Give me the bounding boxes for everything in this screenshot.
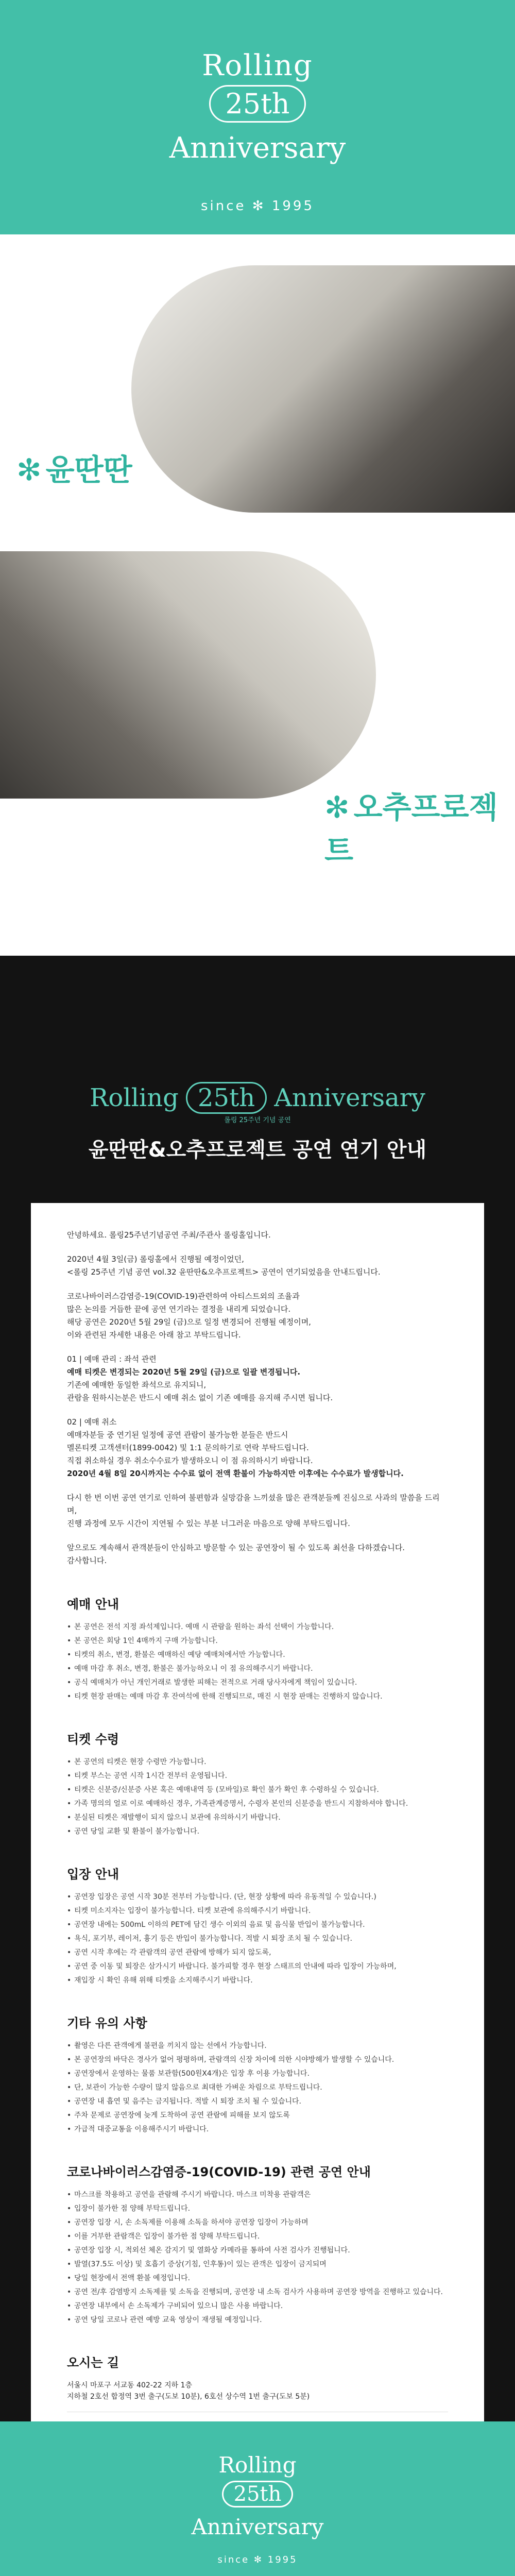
- intro-s1-head: 01 | 예매 관리 : 좌석 관련: [67, 1354, 157, 1364]
- list-item: • 공연 시작 후에는 각 관람객의 공연 관람에 방해가 되지 않도록,: [67, 1947, 448, 1958]
- list-item: • 티켓 부스는 공연 시작 1시간 전부터 운영됩니다.: [67, 1770, 448, 1782]
- section-title: 코로나바이러스감염증-19(COVID-19) 관련 공연 안내: [67, 2165, 371, 2179]
- notice-header: [0, 956, 515, 1203]
- list-item: • 공연장 내에는 500mL 이하의 PET에 담긴 생수 이외의 음료 및 음식물 반입이 불가능합니다.: [67, 1919, 448, 1930]
- section-title: 예매 안내: [67, 1597, 119, 1612]
- intro-p10: 앞으로도 계속해서 관객분들이 안심하고 방문할 수 있는 공연장이 될 수 있도록 최선을 다하겠습니다.: [67, 1543, 405, 1552]
- list-item: • 마스크를 착용하고 공연을 관람해 주시기 바랍니다. 마스크 미착용 관람객은: [67, 2189, 448, 2200]
- info-sections: [67, 1594, 448, 2326]
- list-item: • 티켓 현장 판매는 예매 마감 후 잔여석에 한해 진행되므로, 매진 시 현장 판매는 진행하지 않습니다.: [67, 1691, 448, 1702]
- notice-content: [31, 1203, 484, 2576]
- list-item: • 욕식, 포기부, 레이저, 흉기 등은 반입이 불가능합니다. 적발 시 퇴장 조치 될 수 있습니다.: [67, 1933, 448, 1944]
- list-item: • 본 공연의 티켓은 현장 수령만 가능합니다.: [67, 1756, 448, 1768]
- list-item: • 재입장 시 확인 유해 위해 티켓을 소지해주시기 바랍니다.: [67, 1975, 448, 1986]
- list-item: • 가족 명의의 얼로 이로 예매하신 경우, 가족관계증명서, 수령자 본인의 신분증을 반드시 지참하셔야 합니다.: [67, 1798, 448, 1809]
- notice-logo-right: Anniversary: [274, 1083, 425, 1112]
- list-item: • 티켓의 취소, 변경, 환불은 예매하신 예당 예매처에서만 가능합니다.: [67, 1649, 448, 1660]
- artist-name-2: [324, 783, 515, 870]
- info-section: [67, 2162, 448, 2326]
- intro-p8: 다시 한 번 이번 공연 연기로 인하여 불편함과 실망감을 느끼셨을 많은 관객분들께 진심으로 사과의 말씀을 드리며,: [67, 1493, 440, 1515]
- hero-logo-rolling: Rolling: [202, 49, 313, 82]
- list-item: • 본 공연장의 바닥은 경사가 없어 평평하며, 관람객의 신장 차이에 의한 시야방해가 발생할 수 있습니다.: [67, 2054, 448, 2065]
- location-title: 오시는 길: [67, 2355, 119, 2370]
- intro-s1-red: 예매 티켓은 변경되는 2020년 5월 29일 (금)으로 일괄 변경됩니다.: [67, 1367, 301, 1377]
- intro-s2-a: 예매자분들 중 연기된 일정에 공연 관람이 불가능한 분들은 반드시: [67, 1430, 288, 1439]
- closing-since: since ✻ 1995: [217, 2554, 298, 2565]
- list-item: • 공연 전/후 감염방지 소독제를 및 소독을 진행되며, 공연장 내 소독 검사가 사용하며 공연장 방역을 진행하고 있습니다.: [67, 2286, 448, 2298]
- info-section: [67, 1864, 448, 1986]
- list-item: • 공연장 내부에서 손 소독제가 구비되어 있으니 많은 사용 바랍니다.: [67, 2300, 448, 2312]
- list-item: • 공식 예매처가 아닌 개인거래로 발생한 피해는 전적으로 거래 당사자에게 책임이 있습니다.: [67, 1677, 448, 1688]
- closing-banner: [0, 2421, 515, 2576]
- notice-logo: [0, 1082, 515, 1114]
- closing-rolling: Rolling: [218, 2452, 297, 2478]
- intro-p3: <롤링 25주년 기념 공연 vol.32 윤딴딴&오추프로젝트> 공연이 연기되었음을 안내드립니다.: [67, 1267, 381, 1277]
- list-item: • 본 공연은 전석 지정 좌석제입니다. 예매 시 관람을 원하는 좌석 선택이 가능합니다.: [67, 1621, 448, 1633]
- list-item: • 공연 당일 교환 및 환불이 불가능합니다.: [67, 1826, 448, 1837]
- location-subway: 지하철 2호선 합정역 3번 출구(도보 10분), 6호선 상수역 1번 출구(도보 5분): [67, 2393, 310, 2401]
- notice-title: 윤딴딴&오추프로젝트 공연 연기 안내: [88, 1138, 427, 1162]
- sparkle-icon: ✻: [324, 790, 350, 825]
- closing-anniversary: Anniversary: [191, 2514, 324, 2539]
- notice-logo-left: Rolling: [90, 1083, 179, 1112]
- section-title: 기타 유의 사항: [67, 2016, 147, 2030]
- list-item: • 공연 당일 코로나 관련 예방 교육 영상이 재생될 예정입니다.: [67, 2314, 448, 2326]
- section-list: [67, 1621, 448, 1702]
- location-address: 서울시 마포구 서교동 402-22 지하 1층: [67, 2381, 193, 2389]
- info-section: [67, 2013, 448, 2135]
- section-list: [67, 2040, 448, 2135]
- list-item: • 발열(37.5도 이상) 및 호흡기 증상(기침, 인후통)이 있는 관객은 입장이 금지되며: [67, 2259, 448, 2270]
- list-item: • 가급적 대중교통을 이용해주시기 바랍니다.: [67, 2124, 448, 2135]
- section-title: 티켓 수령: [67, 1732, 119, 1747]
- list-item: • 공연장 입장 시, 적외선 체온 감지기 및 열화상 카메라를 통하여 사전 검사가 진행됩니다.: [67, 2245, 448, 2256]
- list-item: • 입장이 불가한 점 양해 부탁드립니다.: [67, 2203, 448, 2214]
- intro-p4: 코로나바이러스감염증-19(COVID-19)관련하여 아티스트외의 조율과: [67, 1292, 300, 1301]
- list-item: • 공연장 내 흡연 및 음주는 금지됩니다. 적발 시 퇴장 조치 될 수 있습니다.: [67, 2096, 448, 2107]
- intro-p5: 많은 논의를 거듭한 끝에 공연 연기라는 결정을 내리게 되었습니다.: [67, 1304, 291, 1314]
- intro-p6: 해당 공연은 2020년 5월 29일 (금)으로 일정 변경되어 진행될 예정이며,: [67, 1317, 311, 1327]
- hero-logo-badge: 25th: [209, 85, 305, 123]
- artist-name-1: [16, 446, 132, 489]
- intro-s1-b: 관람을 원하시는분은 반드시 예매 취소 없이 기존 예매를 유지해 주시면 됩니다.: [67, 1393, 333, 1402]
- notice-subtitle: 롤링 25주년 기념 공연: [224, 1116, 291, 1124]
- list-item: • 공연 중 이동 및 퇴장은 삼가시기 바랍니다. 불가피할 경우 현장 스태프의 안내에 따라 입장이 가능하며,: [67, 1961, 448, 1972]
- artist-name-2-text: 오추프로젝트: [324, 790, 498, 868]
- closing-badge: 25th: [222, 2481, 294, 2507]
- section-list: [67, 2189, 448, 2326]
- list-item: • 티켓은 신분증/신분증 사본 혹은 예매내역 등 (모바일)로 확인 불가 확인 후 수령하실 수 있습니다.: [67, 1784, 448, 1795]
- list-item: • 단, 보관이 가능한 수량이 많지 않음으로 최대한 가벼운 차림으로 부탁드립니다.: [67, 2082, 448, 2093]
- intro-s2-b: 멜론티켓 고객센터(1899-0042) 및 1:1 문의하기로 연락 부탁드립니다.: [67, 1443, 309, 1452]
- intro-p9: 진행 과정에 모두 시간이 지연될 수 있는 부분 너그러운 마음으로 양해 부탁드립니다.: [67, 1519, 350, 1528]
- closing-badge-wrap: [0, 2481, 515, 2507]
- section-list: [67, 1891, 448, 1986]
- intro-s2-head: 02 | 예매 취소: [67, 1417, 117, 1427]
- artist-photos: [0, 234, 515, 956]
- sparkle-icon: ✻: [16, 452, 42, 487]
- artist-name-1-text: 윤딴딴: [45, 452, 132, 487]
- list-item: • 공연장 입장은 공연 시작 30분 전부터 가능합니다. (단, 현장 상황에 따라 유동적일 수 있습니다.): [67, 1891, 448, 1903]
- notice-intro: [67, 1229, 448, 1567]
- notice-logo-badge: 25th: [186, 1082, 267, 1114]
- intro-s2-c: 직접 취소하실 경우 취소수수료가 발생하오니 이 점 유의하시기 바랍니다.: [67, 1456, 313, 1465]
- list-item: • 티켓 미소지자는 입장이 불가능합니다. 티켓 보관에 유의해주시기 바랍니다.: [67, 1905, 448, 1917]
- notice-section: [0, 956, 515, 2576]
- section-title: 입장 안내: [67, 1867, 119, 1882]
- list-item: • 분실된 티켓은 재발행이 되지 않으니 보관에 유의하시기 바랍니다.: [67, 1812, 448, 1823]
- hero-banner: [0, 0, 515, 234]
- artist-photo-ochoo-project: [0, 551, 376, 799]
- section-list: [67, 1756, 448, 1837]
- intro-s1-a: 기존에 예매한 동일한 좌석으로 유지되니,: [67, 1380, 207, 1389]
- list-item: • 당일 현장에서 전액 환불 예정입니다.: [67, 2273, 448, 2284]
- info-section: [67, 1729, 448, 1837]
- list-item: • 공연장 입장 시, 손 소독제를 이용해 소독을 하셔야 공연장 입장이 가능하며: [67, 2217, 448, 2228]
- intro-p7: 이와 관련된 자세한 내용은 아래 참고 부탁드립니다.: [67, 1330, 241, 1340]
- list-item: • 예매 마감 후 취소, 변경, 환불은 불가능하오니 이 점 유의해주시기 바랍니다.: [67, 1663, 448, 1674]
- list-item: • 주차 문제로 공연장에 늦게 도착하여 공연 관람에 피해를 보지 않도록: [67, 2110, 448, 2121]
- intro-p1: 안녕하세요. 롤링25주년기념공연 주최/주관사 롤링홀입니다.: [67, 1230, 271, 1240]
- intro-s2-red: 2020년 4월 8일 20시까지는 수수료 없이 전액 환불이 가능하지만 이후에는 수수료가 발생합니다.: [67, 1469, 404, 1478]
- list-item: • 촬영은 다른 관객에게 불편을 끼치지 않는 선에서 가능합니다.: [67, 2040, 448, 2052]
- hero-since: since ✻ 1995: [200, 198, 315, 214]
- intro-p11: 감사합니다.: [67, 1556, 107, 1565]
- info-section: [67, 1594, 448, 1702]
- list-item: • 본 공연은 회당 1인 4매까지 구매 가능합니다.: [67, 1635, 448, 1647]
- list-item: • 공연장에서 운영하는 물품 보관함(500원X4개)은 입장 후 이용 가능합니다.: [67, 2068, 448, 2079]
- artist-photo-yundanddan: [131, 265, 515, 513]
- hero-logo-anniversary: Anniversary: [169, 131, 346, 165]
- intro-p2: 2020년 4월 3일(금) 롤링홀에서 진행될 예정이었던,: [67, 1255, 244, 1264]
- list-item: • 이를 거부한 관람객은 입장이 불가한 점 양해 부탁드립니다.: [67, 2231, 448, 2242]
- hero-logo-badge-wrap: [0, 85, 515, 123]
